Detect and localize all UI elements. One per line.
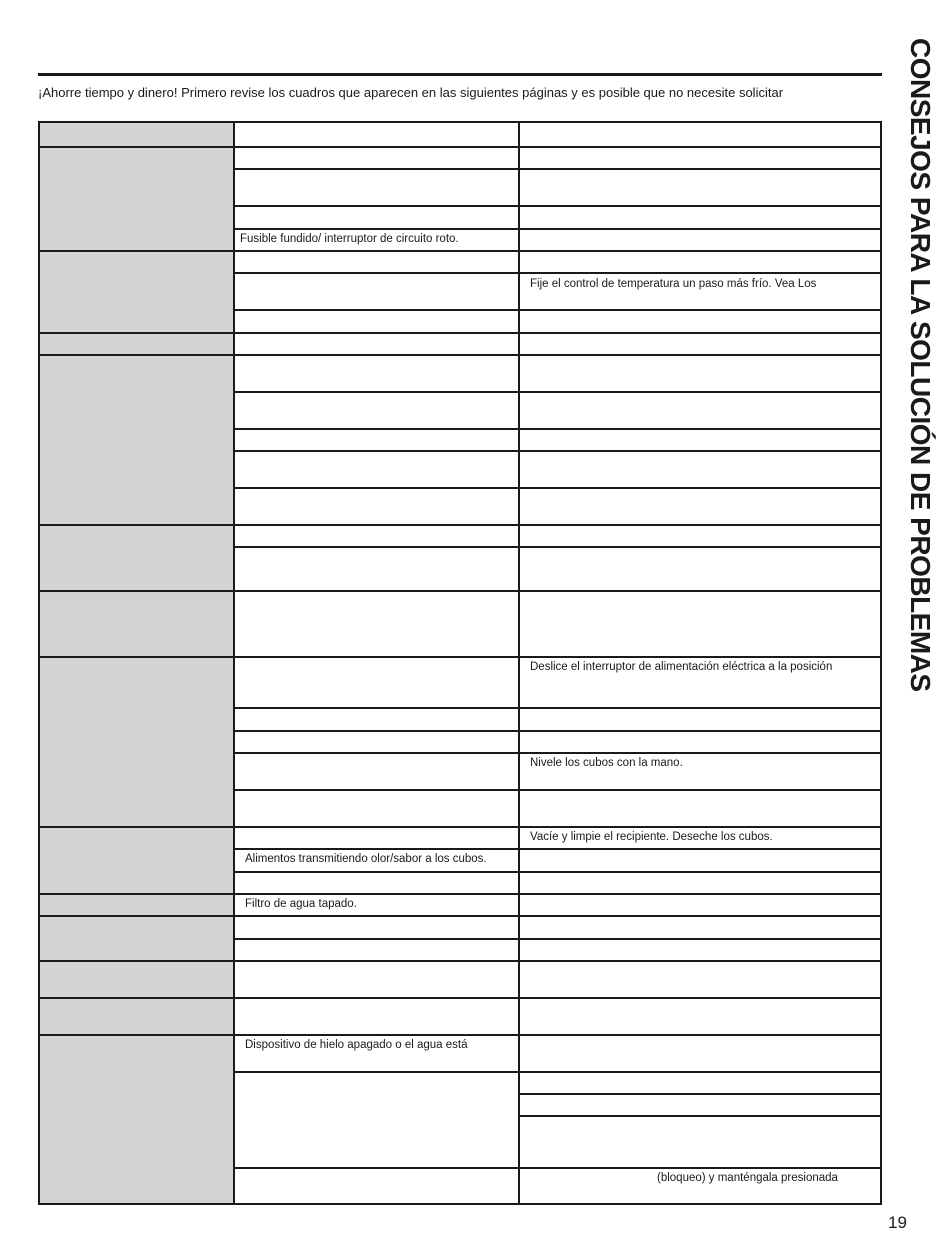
header-label-cell <box>38 122 235 147</box>
solution-text: Nivele los cubos con la mano. <box>530 757 683 769</box>
group-divider <box>38 826 882 828</box>
label-cell <box>38 916 235 961</box>
solution-row-divider <box>518 1093 882 1095</box>
solution-text: Fije el control de temperatura un paso más frío. Vea Los <box>530 278 817 290</box>
row-divider <box>235 450 882 452</box>
group-divider <box>38 590 882 592</box>
label-cell <box>38 998 235 1035</box>
row-divider <box>235 871 882 873</box>
group-divider <box>38 524 882 526</box>
table-border-bottom <box>38 1203 882 1205</box>
solution-row-divider <box>518 1115 882 1117</box>
label-cell <box>38 894 235 916</box>
group-divider <box>38 960 882 962</box>
solution-text: Deslice el interruptor de alimentación eléctrica a la posición <box>530 661 833 673</box>
cause-text: Filtro de agua tapado. <box>245 898 357 910</box>
table-border-left <box>38 122 40 1205</box>
side-title: CONSEJOS PARA LA SOLUCIÓN DE PROBLEMAS <box>905 38 936 692</box>
label-cell <box>38 355 235 525</box>
row-divider <box>235 1071 882 1073</box>
row-divider <box>235 428 882 430</box>
row-divider <box>235 487 882 489</box>
row-divider <box>235 938 882 940</box>
solution-text: (bloqueo) y manténgala presionada <box>657 1172 838 1184</box>
group-divider <box>38 250 882 252</box>
label-cell <box>38 525 235 591</box>
group-divider <box>38 146 882 148</box>
group-divider <box>38 997 882 999</box>
solution-text: Vacíe y limpie el recipiente. Deseche los cubos. <box>530 831 773 843</box>
row-divider <box>235 272 882 274</box>
row-divider <box>235 309 882 311</box>
group-divider <box>38 915 882 917</box>
row-divider <box>235 848 882 850</box>
row-divider <box>235 391 882 393</box>
row-divider <box>235 546 882 548</box>
label-cell <box>38 827 235 894</box>
label-cell <box>38 333 235 355</box>
intro-text: ¡Ahorre tiempo y dinero! Primero revise los cuadros que aparecen en las siguientes páginas y es posible que no necesite solicitar <box>38 85 784 100</box>
cause-text: Alimentos transmitiendo olor/sabor a los cubos. <box>245 853 487 865</box>
label-cell <box>38 591 235 657</box>
group-divider <box>38 354 882 356</box>
cause-text: Dispositivo de hielo apagado o el agua está <box>245 1039 468 1051</box>
page-number: 19 <box>888 1213 907 1232</box>
label-cell <box>38 147 235 251</box>
row-divider <box>235 752 882 754</box>
table-col-divider <box>518 122 520 1205</box>
row-divider <box>235 168 882 170</box>
row-divider <box>235 1167 882 1169</box>
label-cell <box>38 1035 235 1205</box>
group-divider <box>38 893 882 895</box>
row-divider <box>235 707 882 709</box>
group-divider <box>38 1034 882 1036</box>
cause-text: Fusible fundido/ interruptor de circuito roto. <box>240 233 459 245</box>
row-divider <box>235 228 882 230</box>
table-border-right <box>880 122 882 1205</box>
row-divider <box>235 789 882 791</box>
label-cell <box>38 657 235 827</box>
group-divider <box>38 656 882 658</box>
group-divider <box>38 332 882 334</box>
table-border-top <box>38 121 882 123</box>
label-cell <box>38 251 235 333</box>
label-cell <box>38 961 235 998</box>
row-divider <box>235 730 882 732</box>
row-divider <box>235 205 882 207</box>
